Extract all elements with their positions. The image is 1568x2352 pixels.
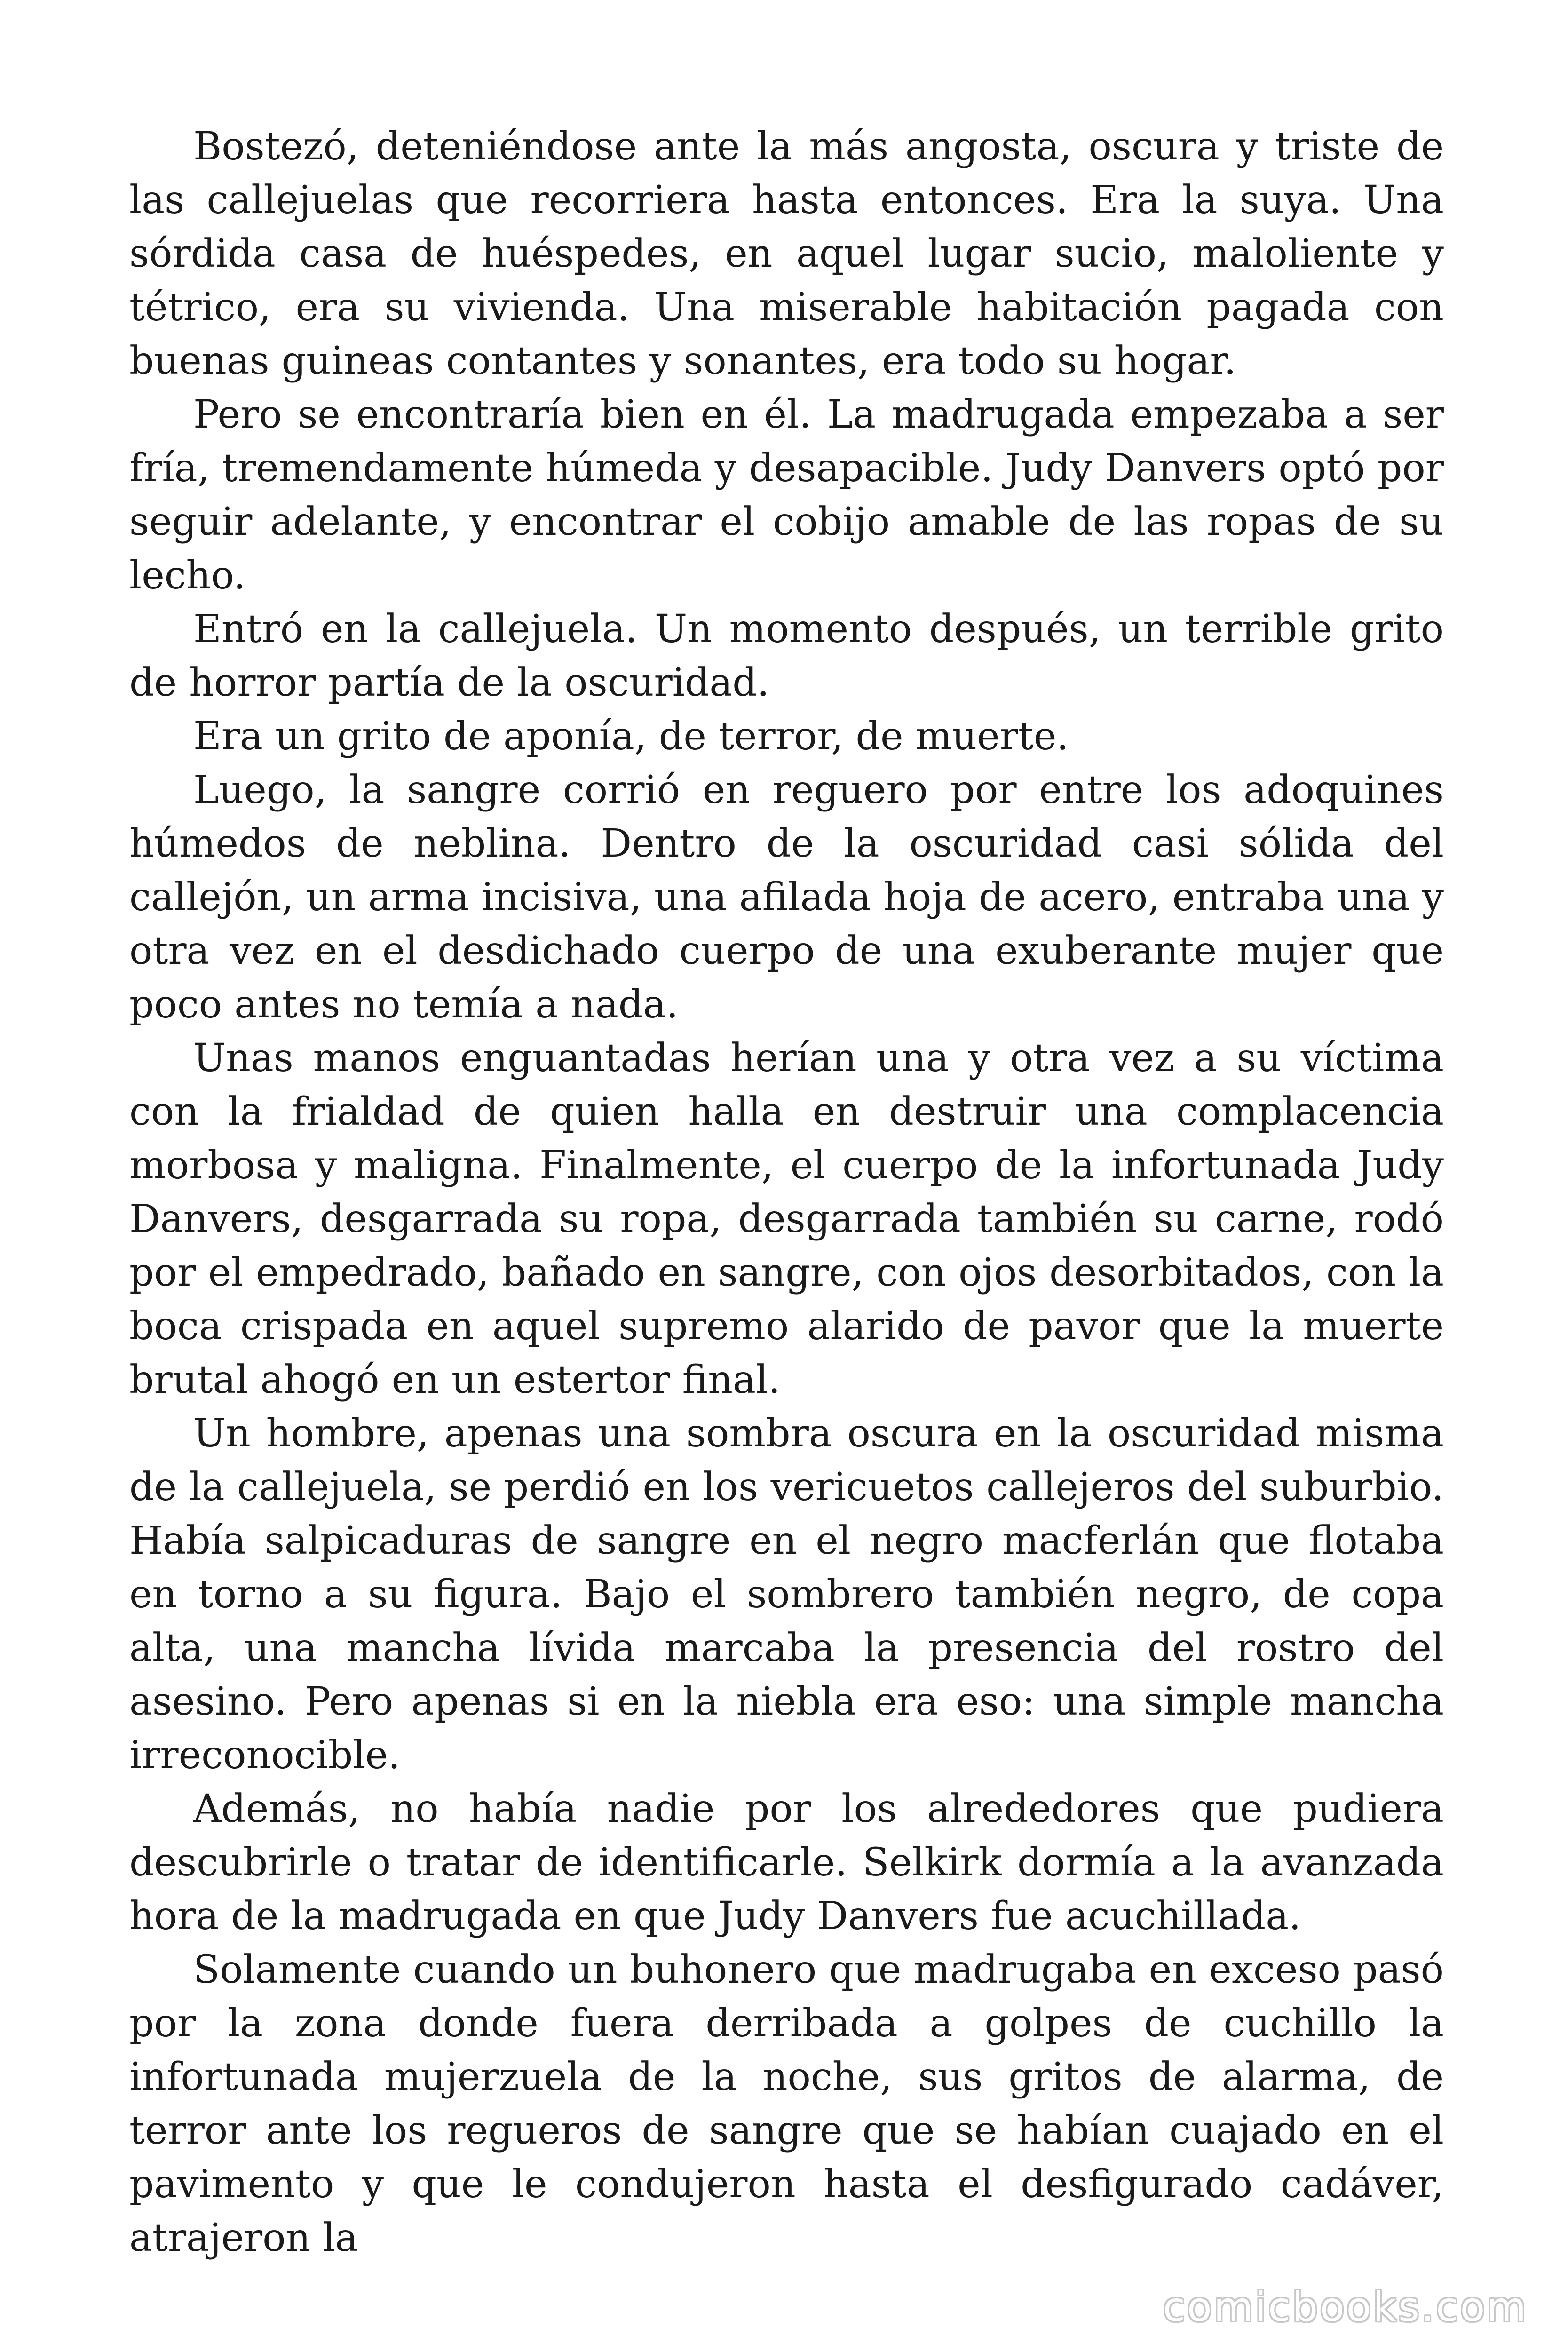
paragraph: Luego, la sangre corrió en reguero por entre los adoquines húmedos de neblina. Dentro de la oscuridad casi sólida del callejón, un arma incisiva, una afilada hoja de acero, entraba una y otra vez en el desdichado cuerpo de una exuberante mujer que poco antes no temía a nada. [129,768,1444,1027]
watermark-logo: comicbooks.com [1163,2284,1528,2331]
paragraph: Además, no había nadie por los alrededores que pudiera descubrirle o tratar de identificarle. Selkirk dormía a la avanzada hora de la madrugada en que Judy Danvers fue acuchillada. [129,1787,1444,1939]
paragraph: Bostezó, deteniéndose ante la más angosta, oscura y triste de las callejuelas que recorriera hasta entonces. Era la suya. Una sórdida casa de huéspedes, en aquel lugar sucio, maloliente y tétrico, era su vivienda. Una miserable habitación pagada con buenas guineas contantes y sonantes, era todo su hogar. [129,124,1444,383]
paragraph: Solamente cuando un buhonero que madrugaba en exceso pasó por la zona donde fuera derribada a golpes de cuchillo la infortunada mujerzuela de la noche, sus gritos de alarma, de terror ante los regueros de sangre que se habían cuajado en el pavimento y que le condujeron hasta el desfigurado cadáver, atrajeron la [129,1947,1444,2260]
paragraph: Era un grito de aponía, de terror, de muerte. [193,714,1069,759]
paragraph: Entró en la callejuela. Un momento después, un terrible grito de horror partía de la oscuridad. [129,607,1444,705]
paragraph: Pero se encontraría bien en él. La madrugada empezaba a ser fría, tremendamente húmeda y desapacible. Judy Danvers optó por seguir adelante, y encontrar el cobijo amable de las ropas de su lecho. [129,392,1444,598]
paragraph: Unas manos enguantadas herían una y otra vez a su víctima con la frialdad de quien halla en destruir una complacencia morbosa y maligna. Finalmente, el cuerpo de la infortunada Judy Danvers, desgarrada su ropa, desgarrada también su carne, rodó por el empedrado, bañado en sangre, con ojos desorbitados, con la boca crispada en aquel supremo alarido de pavor que la muerte brutal ahogó en un estertor final. [129,1036,1444,1402]
paragraph: Un hombre, apenas una sombra oscura en la oscuridad misma de la callejuela, se perdió en los vericuetos callejeros del suburbio. Había salpicaduras de sangre en el negro macferlán que flotaba en torno a su figura. Bajo el sombrero también negro, de copa alta, una mancha lívida marcaba la presencia del rostro del asesino. Pero apenas si en la niebla era eso: una simple mancha irreconocible. [129,1411,1444,1778]
book-page-text [129,120,1444,2265]
